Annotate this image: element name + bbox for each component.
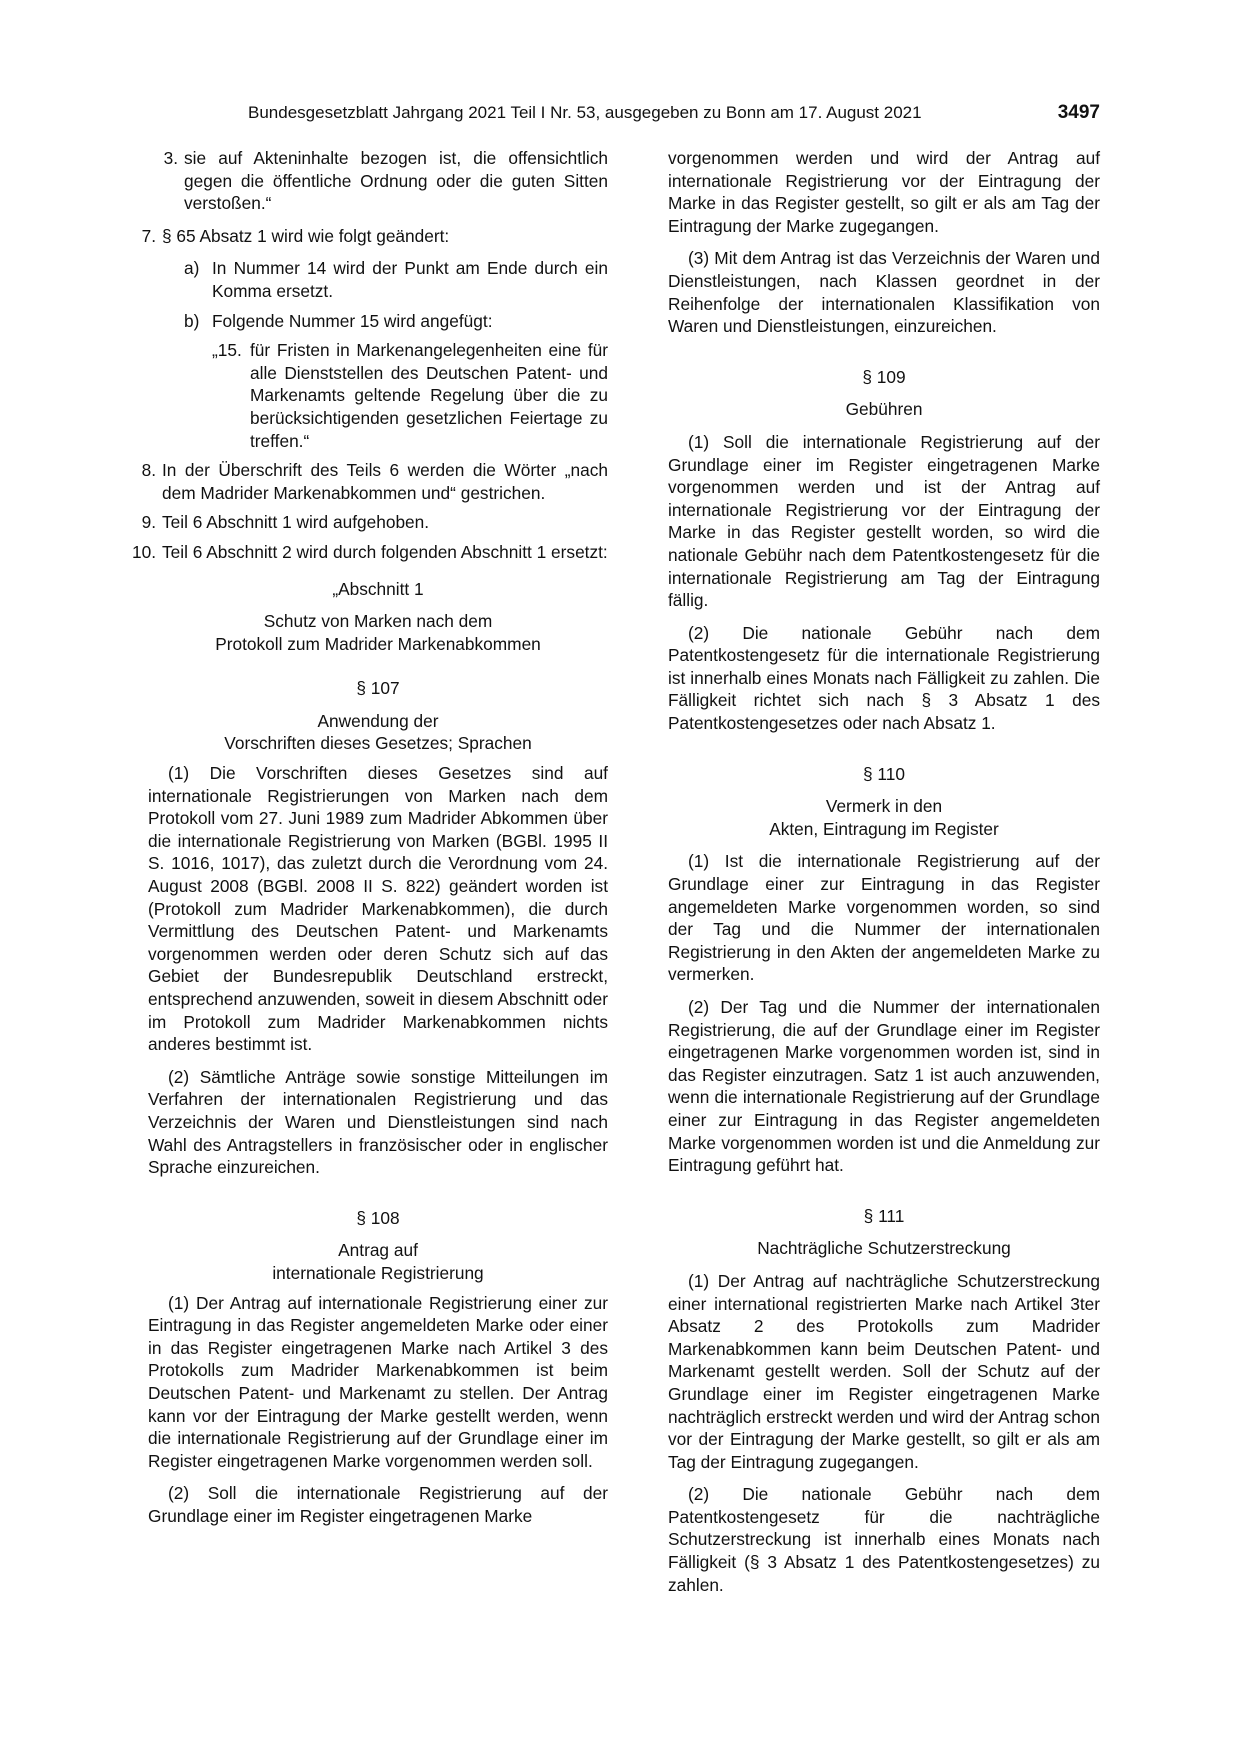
paragraph-107-subsection-2: (2) Sämtliche Anträge sowie sonstige Mitteilungen im Verfahren der internationalen Registrierung und das Verzeichnis der Waren und Dienstleistungen sind nach Wahl des Antragstellers in französischer oder in englischer Sprache einzureichen.: [148, 1066, 608, 1178]
paragraph-110-subsection-2: (2) Der Tag und die Nummer der internationalen Registrierung, die auf der Grundlage einer im Register eingetragenen Marke vorgenommen worden ist, sind in das Register einzutragen. Satz 1 ist auch anzuwenden, wenn die internationale Registrierung auf der Grundlage einer zur Eintragung in das Register angemeldeten Marke vorgenommen worden ist und die Anmeldung zur Eintragung geführt hat.: [668, 997, 1100, 1176]
paragraph-111-subsection-2: (2) Die nationale Gebühr nach dem Patentkostengesetz für die nachträgliche Schutzerstreckung ist innerhalb eines Monats nach Fälligkeit (§ 3 Absatz 1 des Patentkostengesetzes) zu zahlen.: [668, 1484, 1100, 1595]
item-number: 8.: [141, 460, 156, 481]
paragraph-110-subsection-1: (1) Ist die internationale Registrierung auf der Grundlage einer zur Eintragung in das Register angemeldeten Marke vorgenommen worden, so sind der Tag und die Nummer der internationalen Registrierung in den Akten der angemeldeten Marke zu vermerken.: [668, 851, 1100, 985]
paragraph-title-108-line-1: Antrag auf: [338, 1240, 418, 1261]
paragraph-108-subsection-3: (3) Mit dem Antrag ist das Verzeichnis der Waren und Dienstleistungen, nach Klassen geordnet in der Reihenfolge der internationalen Klassifikation von Waren und Dienstleistungen, einzureichen.: [668, 248, 1100, 337]
item-number: b): [184, 310, 200, 331]
paragraph-number-107: § 107: [356, 678, 400, 699]
list-item-3: [148, 147, 608, 215]
paragraph-number-110: § 110: [863, 763, 905, 784]
list-item-8: [126, 459, 608, 504]
list-item-9: [126, 511, 608, 534]
paragraph-title-110-line-2: Akten, Eintragung im Register: [769, 818, 999, 839]
item-text: Folgende Nummer 15 wird angefügt:: [212, 310, 493, 331]
paragraph-111-subsection-1: (1) Der Antrag auf nachträgliche Schutzerstreckung einer international registrierten Marke nach Artikel 3ter Absatz 2 des Protokolls zum Madrider Markenabkommen kann beim Deutschen Patent- und Markenamt gestellt werden. Soll der Schutz auf der Grundlage einer im Register eingetragenen Marke nachträglich erstreckt werden und wird der Antrag schon vor der Eintragung der Marke gestellt, so gilt er als am Tag der Eintragung zugegangen.: [668, 1270, 1100, 1472]
item-text: In Nummer 14 wird der Punkt am Ende durch ein Komma ersetzt.: [212, 258, 608, 301]
page-header: [248, 100, 1100, 126]
paragraph-number-111: § 111: [863, 1205, 905, 1226]
page-number: 3497: [1057, 102, 1100, 123]
item-text: für Fristen in Markenangelegenheiten eine für alle Dienststellen des Deutschen Patent- und Markenamts geltende Regelung über die zu berücksichtigenden gesetzlichen Feiertage zu treffen.“: [250, 340, 608, 451]
paragraph-109-subsection-2: (2) Die nationale Gebühr nach dem Patentkostengesetz für die internationale Registrierung ist innerhalb eines Monats nach Fälligkeit zu zahlen. Die Fälligkeit richtet sich nach § 3 Absatz 1 des Patentkostengesetzes oder nach Absatz 1.: [668, 622, 1100, 734]
paragraph-107-subsection-1: (1) Die Vorschriften dieses Gesetzes sind auf internationale Registrierungen von Marken nach dem Protokoll vom 27. Juni 1989 zum Madrider Abkommen über die internationale Registrierung von Marken (BGBl. 1995 II S. 1016, 1017), das zuletzt durch die Verordnung vom 24. August 2008 (BGBl. 2008 II S. 822) geändert worden ist (Protokoll zum Madrider Markenabkommen), die durch Vermittlung des Deutschen Patent- und Markenamts vorgenommen werden oder deren Schutz sich auf das Gebiet der Bundesrepublik Deutschland erstreckt, entsprechend anzuwenden, soweit in diesem Abschnitt oder im Protokoll zum Madrider Markenabkommen nichts anderes bestimmt ist.: [148, 763, 608, 1055]
section-title-line-2: Protokoll zum Madrider Markenabkommen: [215, 633, 541, 654]
item-number: 10.: [131, 541, 156, 562]
paragraph-title-107-line-1: Anwendung der: [317, 710, 439, 731]
list-item-7: [126, 225, 608, 248]
paragraph-title-109: Gebühren: [845, 399, 923, 420]
item-number: a): [184, 258, 200, 279]
paragraph-title-107-line-2: Vorschriften dieses Gesetzes; Sprachen: [224, 733, 532, 754]
paragraph-number-108: § 108: [356, 1207, 400, 1228]
item-number: 3.: [163, 148, 178, 168]
quoted-item-15: [212, 339, 608, 452]
item-text: sie auf Akteninhalte bezogen ist, die offensichtlich gegen die öffentliche Ordnung oder die guten Sitten verstoßen.“: [184, 148, 608, 214]
item-text: Teil 6 Abschnitt 1 wird aufgehoben.: [162, 512, 430, 533]
list-item-10: [126, 541, 608, 564]
running-title: Bundesgesetzblatt Jahrgang 2021 Teil I Nr. 53, ausgegeben zu Bonn am 17. August 2021: [248, 103, 922, 122]
paragraph-108-subsection-2-continued: vorgenommen werden und wird der Antrag auf internationale Registrierung vor der Eintragung der Marke in das Register gestellt, so gilt er als am Tag der Eintragung der Marke zugegangen.: [668, 148, 1100, 236]
paragraph-title-111: Nachträgliche Schutzerstreckung: [757, 1238, 1011, 1259]
section-heading: „Abschnitt 1: [332, 578, 424, 599]
paragraph-number-109: § 109: [862, 366, 906, 387]
item-number: 7.: [141, 225, 156, 246]
item-text: In der Überschrift des Teils 6 werden die Wörter „nach dem Madrider Markenabkommen und“ gestrichen.: [162, 460, 608, 503]
paragraph-108-subsection-1: (1) Der Antrag auf internationale Registrierung einer zur Eintragung in das Register angemeldeten Marke oder einer in das Register eingetragenen Marke nach Artikel 3 des Protokolls zum Madrider Markenabkommen ist beim Deutschen Patent- und Markenamt zu stellen. Der Antrag kann vor der Eintragung der Marke gestellt werden, wenn die internationale Registrierung auf der Grundlage einer im Register eingetragenen Marke vorgenommen werden soll.: [148, 1292, 608, 1471]
left-column: [131, 147, 608, 1527]
sub-item-7a: [184, 257, 608, 302]
right-column: [668, 147, 1100, 1596]
paragraph-title-110-line-1: Vermerk in den: [825, 796, 943, 817]
item-text: Teil 6 Abschnitt 2 wird durch folgenden Abschnitt 1 ersetzt:: [162, 541, 608, 562]
section-title-line-1: Schutz von Marken nach dem: [263, 611, 493, 632]
item-number: 9.: [141, 512, 156, 533]
paragraph-108-subsection-2-start: (2) Soll die internationale Registrierung auf der Grundlage einer im Register eingetragenen Marke: [148, 1483, 608, 1526]
sub-item-7b: [184, 310, 608, 333]
item-number: „15.: [212, 340, 242, 361]
paragraph-title-108-line-2: internationale Registrierung: [272, 1262, 484, 1283]
item-text: § 65 Absatz 1 wird wie folgt geändert:: [162, 225, 450, 246]
paragraph-109-subsection-1: (1) Soll die internationale Registrierung auf der Grundlage einer im Register eingetragenen Marke vorgenommen werden und ist der Antrag auf internationale Registrierung vor der Eintragung der Marke in das Register gestellt worden, so wird die nationale Gebühr nach dem Patentkostengesetz für die internationale Registrierung am Tag der Eintragung fällig.: [668, 431, 1100, 611]
